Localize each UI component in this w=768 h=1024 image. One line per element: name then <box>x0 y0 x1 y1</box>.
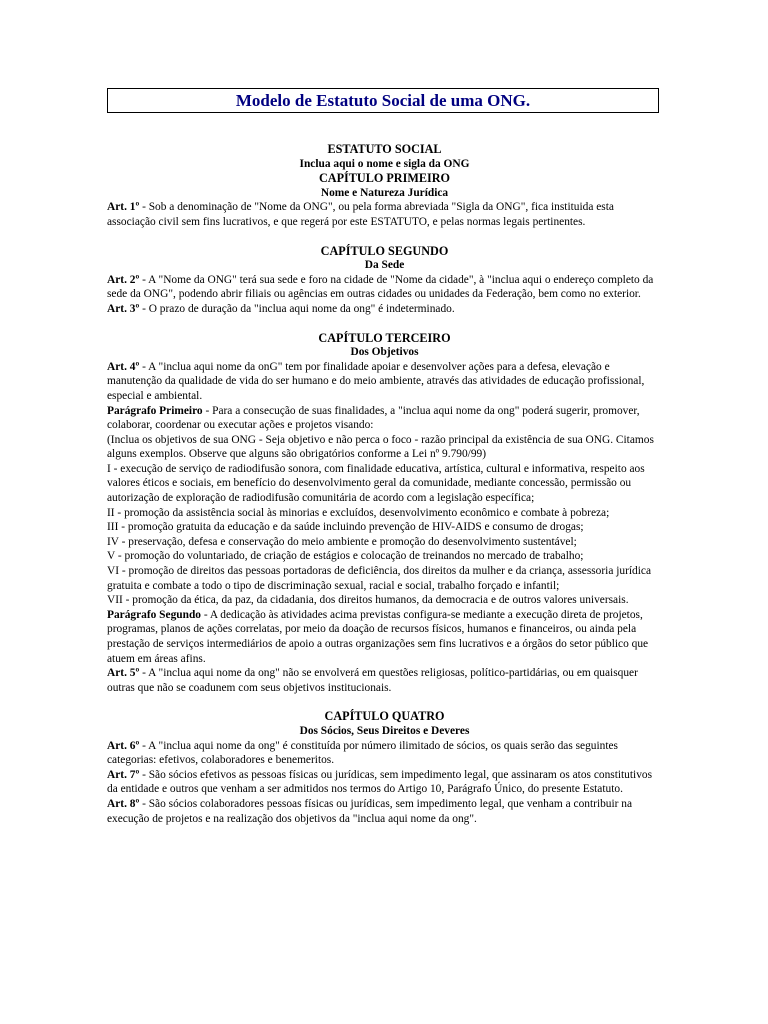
article-7-label: Art. 7º <box>107 768 140 781</box>
article-7-text: - São sócios efetivos as pessoas físicas ou jurídicas, sem impedimento legal, que assinaram os atos constitutivos da entidade e outros que venham a ser admitidos nos termos do Artigo 10, Parágrafo Único, do presente Estatuto. <box>107 768 653 796</box>
article-3-text: - O prazo de duração da "inclua aqui nome da ong" é indeterminado. <box>139 302 455 315</box>
chapter-4-subtitle: Dos Sócios, Seus Direitos e Deveres <box>299 724 470 737</box>
article-5 <box>107 666 662 695</box>
article-4 <box>107 360 662 404</box>
chapter-2-subtitle: Da Sede <box>364 259 405 272</box>
article-4-label: Art. 4º <box>107 360 140 373</box>
paragraph-primeiro-label: Parágrafo Primeiro <box>107 404 203 417</box>
article-6-label: Art. 6º <box>107 739 140 752</box>
chapter-1-title: CAPÍTULO PRIMEIRO <box>318 171 451 186</box>
paragraph-primeiro-text: - Para a consecução de suas finalidades, a "inclua aqui nome da ong" poderá sugerir, promover, colaborar, coordenar ou executar ações e projetos visando: <box>107 404 640 432</box>
document-title <box>107 88 659 113</box>
ong-name-placeholder: Inclua aqui o nome e sigla da ONG <box>299 157 470 170</box>
objective-item: I - execução de serviço de radiodifusão sonora, com finalidade educativa, artística, cultural e informativa, respeito aos valores éticos e sociais, em benefício do desenvolvimento geral da comunidade, mediante concessão, permissão ou autorização de exploração de radiodifusão comunitária de acordo com a legislação específica; <box>107 462 645 505</box>
document-title-text: Modelo de Estatuto Social de uma ONG. <box>235 90 531 110</box>
article-2-text: - A "Nome da ONG" terá sua sede e foro na cidade de "Nome da cidade", à "inclua aqui o endereço completo da sede da ONG", podendo abrir filiais ou agências em outras cidades ou unidades da Federação, bem como no exterior. <box>107 273 654 301</box>
chapter-2-title: CAPÍTULO SEGUNDO <box>320 243 449 258</box>
article-5-text: - A "inclua aqui nome da ong" não se envolverá em questões religiosas, político-partidárias, ou em quaisquer outras que não se coadunem com seus objetivos institucionais. <box>107 667 638 694</box>
article-7 <box>107 768 662 797</box>
article-2 <box>107 273 662 302</box>
article-8-label: Art. 8º <box>107 797 140 810</box>
chapter-4-title: CAPÍTULO QUATRO <box>324 709 445 724</box>
article-8 <box>107 797 662 826</box>
chapter-3-title: CAPÍTULO TERCEIRO <box>318 330 451 345</box>
objective-item: III - promoção gratuita da educação e da saúde incluindo prevenção de HIV-AIDS e consumo de drogas; <box>107 521 584 534</box>
objective-item: II - promoção da assistência social às minorias e excluídos, desenvolvimento econômico e combate à pobreza; <box>107 506 610 519</box>
article-8-text: - São sócios colaboradores pessoas físicas ou jurídicas, sem impedimento legal, que venham a contribuir na execução de projetos e na realização dos objetivos da "inclua aqui nome da ong". <box>107 797 633 825</box>
article-4-text: - A "inclua aqui nome da onG" tem por finalidade apoiar e desenvolver ações para a defesa, elevação e manutenção da qualidade de vida do ser humano e do meio ambiente, através das atividades de educação profissional, especial e ambiental. <box>107 360 645 402</box>
chapter-3-subtitle: Dos Objetivos <box>350 346 419 359</box>
paragraph-segundo-label: Parágrafo Segundo <box>107 608 201 621</box>
estatuto-heading: ESTATUTO SOCIAL <box>327 142 442 156</box>
paragraph-segundo-text: - A dedicação às atividades acima previstas configura-se mediante a execução direta de projetos, programas, planos de ações correlatas, por meio da doação de recursos físicos, humanos e financeiros, ou ainda pela prestação de serviços intermediários de apoio a outras organizações sem fins lucrativos e a órgãos do setor público que atuem em áreas afins. <box>107 608 649 665</box>
article-6-text: - A "inclua aqui nome da ong" é constituída por número ilimitado de sócios, os quais serão das seguintes categorias: efetivos, colaboradores e benemeritos. <box>107 739 618 767</box>
article-3-label: Art. 3º <box>107 302 140 315</box>
article-2-label: Art. 2º <box>107 273 140 286</box>
article-3 <box>107 302 662 317</box>
article-1-label: Art. 1º <box>107 201 140 214</box>
objectives-note: (Inclua os objetivos de sua ONG - Seja objetivo e não perca o foco - razão principal da existência de sua ONG. Citamos alguns exemplos. Observe que alguns são obrigatórios conforme a Lei nº 9.790/99) <box>107 433 654 461</box>
objective-item: V - promoção do voluntariado, de criação de estágios e colocação de treinandos no mercado de trabalho; <box>107 550 584 563</box>
objective-item: VII - promoção da ética, da paz, da cidadania, dos direitos humanos, da democracia e de outros valores universais. <box>107 594 629 607</box>
chapter-1-subtitle: Nome e Natureza Jurídica <box>320 186 449 199</box>
paragraph-primeiro <box>107 404 662 433</box>
paragraph-segundo <box>107 608 662 666</box>
article-5-label: Art. 5º <box>107 667 140 680</box>
article-1 <box>107 200 662 229</box>
objective-item: IV - preservação, defesa e conservação do meio ambiente e promoção do desenvolvimento sustentável; <box>107 535 577 548</box>
statute-body <box>107 142 662 826</box>
article-1-text: - Sob a denominação de "Nome da ONG", ou pela forma abreviada "Sigla da ONG", fica instituida esta associação civil sem fins lucrativos, e que regerá por este ESTATUTO, e pelas normas legais pertinentes. <box>107 201 614 228</box>
article-6 <box>107 739 662 768</box>
objective-item: VI - promoção de direitos das pessoas portadoras de deficiência, dos direitos da mulher e da criança, assessoria jurídica gratuita e combate a todo o tipo de discriminação sexual, racial e social, trabalho forçado e infantil; <box>107 565 652 592</box>
